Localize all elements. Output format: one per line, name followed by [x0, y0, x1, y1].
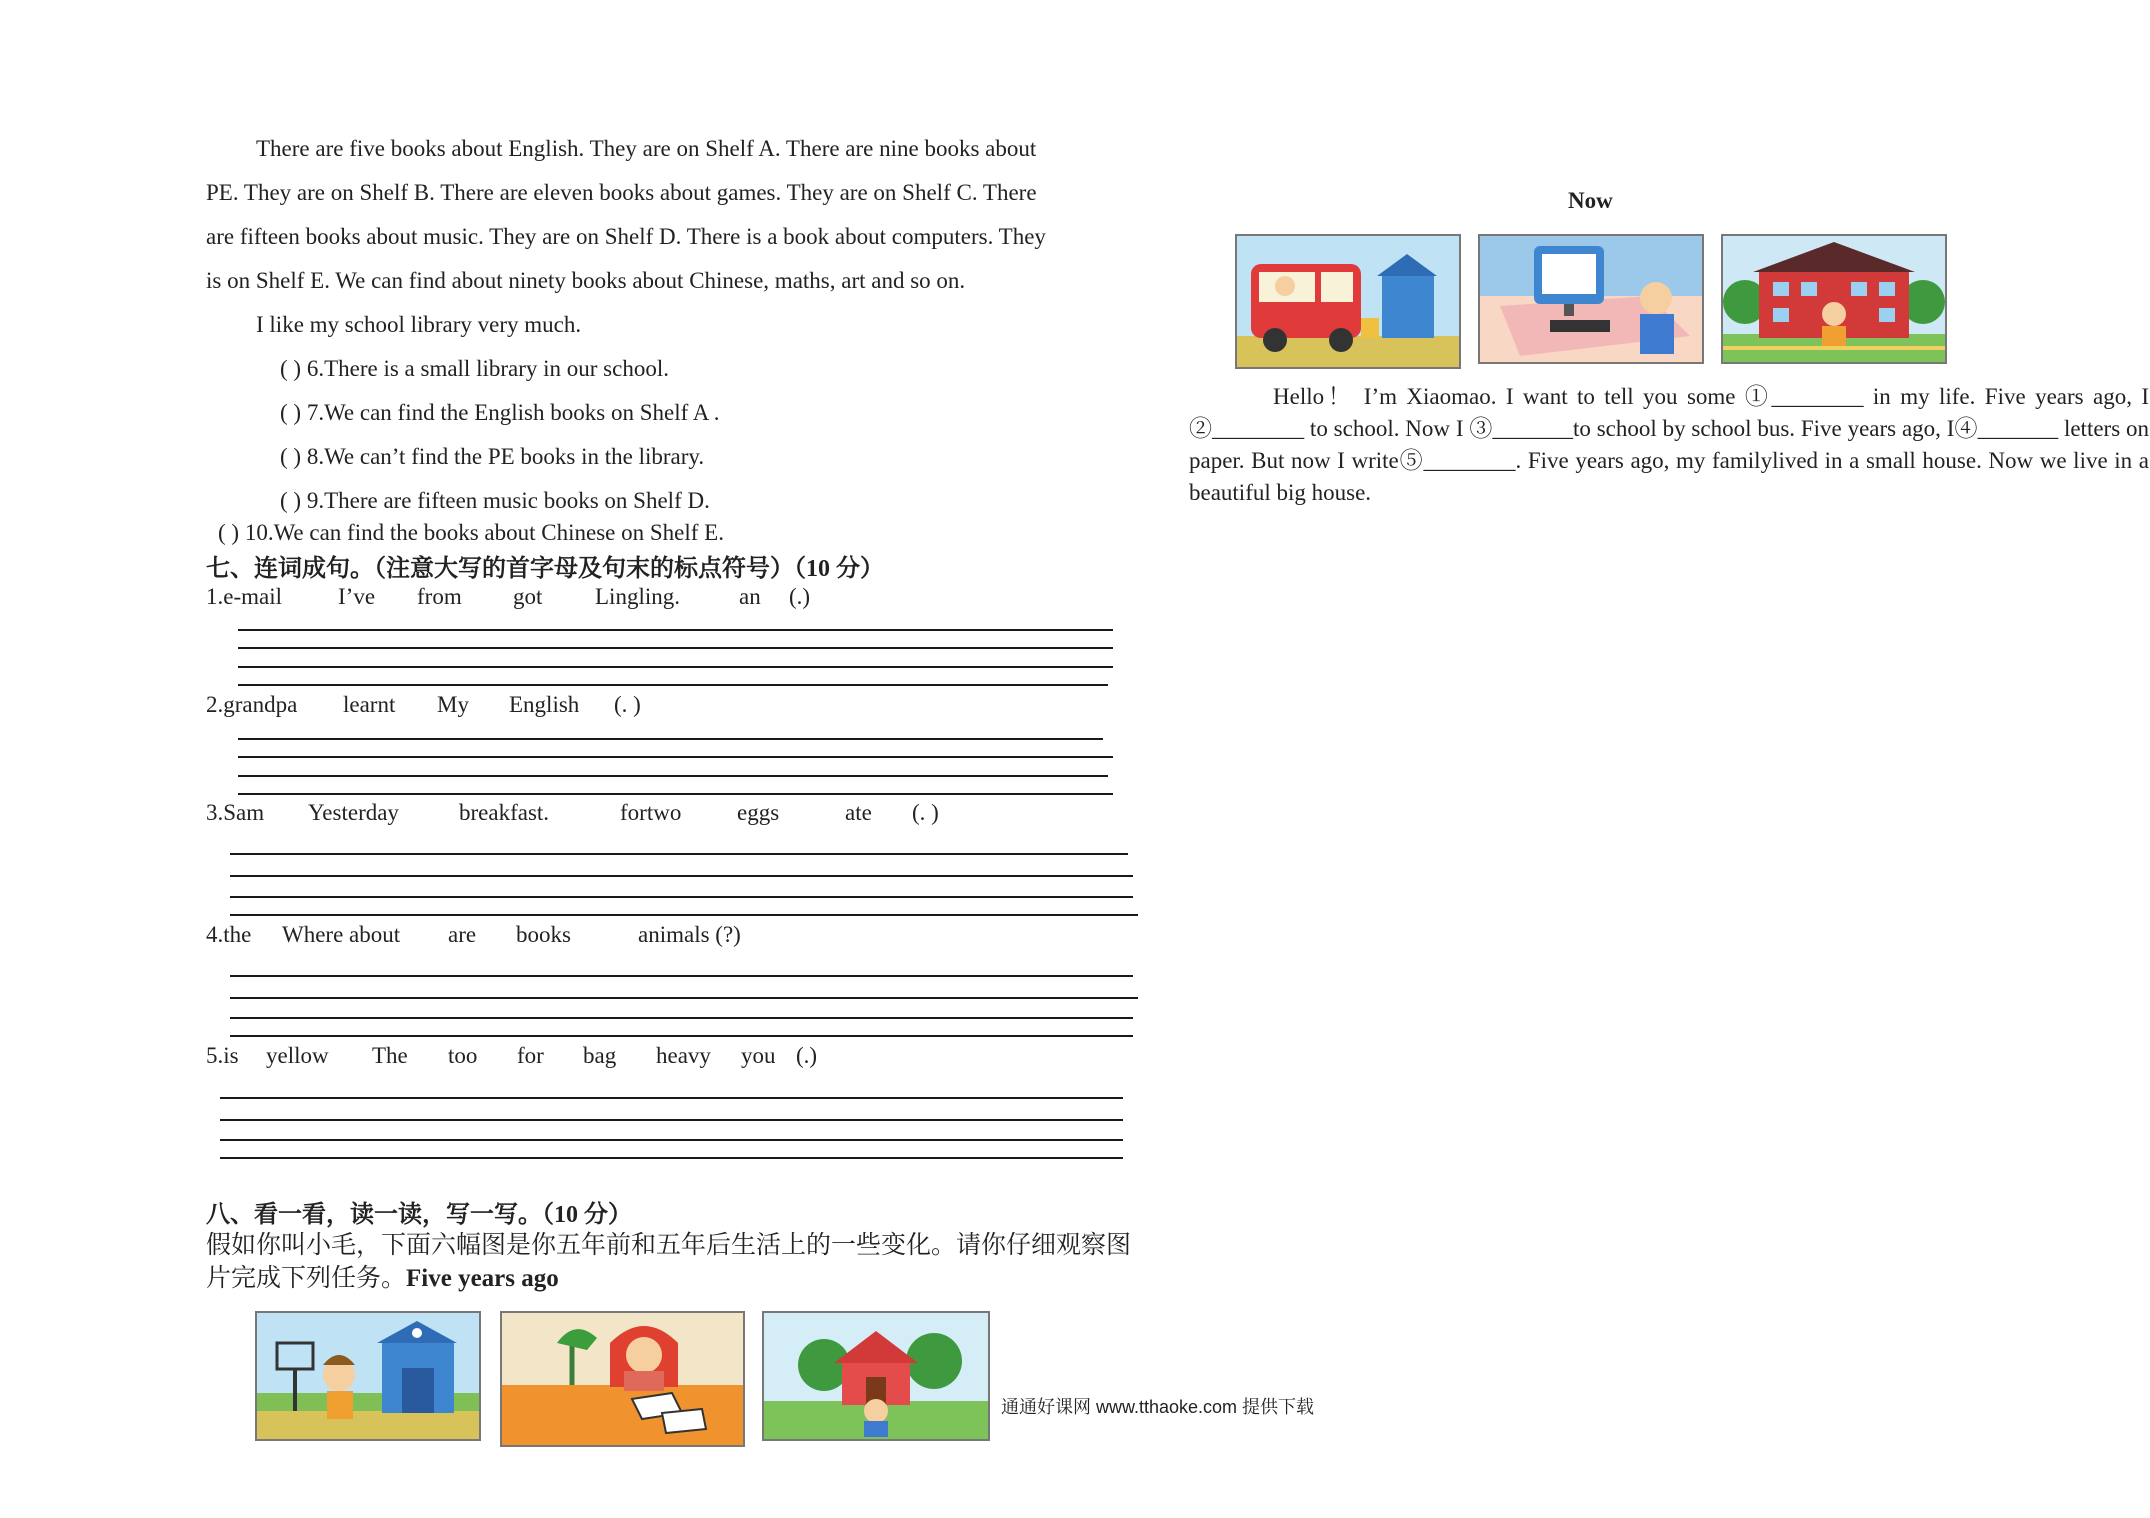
footer-credit: 通通好课网 www.tthaoke.com 提供下载: [1001, 1397, 1315, 1417]
section8-intro-1: 假如你叫小毛，下面六幅图是你五年前和五年后生活上的一些变化。请你仔细观察图: [206, 1232, 1132, 1259]
word: heavy: [656, 1043, 711, 1068]
answer-line[interactable]: [230, 853, 1128, 855]
reading-line-1: There are five books about English. They are on Shelf A. There are nine books about: [256, 136, 1037, 161]
question-10: ( ) 10.We can find the books about Chinese on Shelf E.: [218, 520, 724, 545]
word: Where about: [282, 922, 401, 947]
answer-line[interactable]: [238, 666, 1113, 668]
intro-text: 片完成下列任务。: [206, 1265, 407, 1292]
word: got: [513, 584, 543, 609]
word: English: [509, 692, 580, 717]
word: 4.the: [206, 922, 252, 947]
answer-line[interactable]: [238, 775, 1108, 777]
answer-line[interactable]: [238, 684, 1108, 686]
word: Lingling.: [595, 584, 680, 609]
word: 1.e-mail: [206, 584, 282, 609]
sentence-item-2: [206, 692, 641, 718]
reading-line-4: is on Shelf E. We can find about ninety books about Chinese, maths, art and so on.: [206, 268, 966, 293]
sentence-item-1: [206, 584, 810, 610]
question-7: ( ) 7.We can find the English books on Shelf A .: [280, 400, 720, 425]
now-label: Now: [1568, 188, 1613, 213]
word: Yesterday: [308, 800, 399, 825]
picture-computer: [1478, 234, 1704, 364]
answer-line[interactable]: [238, 793, 1113, 795]
answer-line[interactable]: [230, 1035, 1133, 1037]
word: (.): [789, 584, 811, 609]
word: I’ve: [338, 584, 376, 609]
picture-walk-to-school: [255, 1311, 481, 1441]
question-6: ( ) 6.There is a small library in our school.: [280, 356, 669, 381]
picture-writing-letter: [500, 1311, 745, 1447]
question-8: ( ) 8.We can’t find the PE books in the library.: [280, 444, 705, 469]
answer-line[interactable]: [230, 914, 1138, 916]
word: My: [437, 692, 469, 717]
answer-line[interactable]: [238, 647, 1113, 649]
word: 5.is: [206, 1043, 239, 1068]
word: eggs: [737, 800, 780, 825]
word: breakfast.: [459, 800, 550, 825]
word: (.): [796, 1043, 818, 1068]
five-years-ago-label: Five years ago: [406, 1265, 559, 1292]
sentence-item-4: [206, 922, 741, 948]
word: (. ): [912, 800, 939, 825]
answer-line[interactable]: [238, 738, 1103, 740]
reading-line-5: I like my school library very much.: [256, 312, 582, 337]
answer-line[interactable]: [220, 1119, 1123, 1121]
picture-big-house: [1721, 234, 1947, 364]
section7-title: 七、连词成句。（注意大写的首字母及句末的标点符号）（10 分）: [206, 556, 884, 582]
question-9: ( ) 9.There are fifteen music books on Shelf D.: [280, 488, 710, 513]
word: are: [448, 922, 477, 947]
word: books: [516, 922, 571, 947]
word: bag: [583, 1043, 617, 1068]
answer-line[interactable]: [230, 875, 1133, 877]
story-passage: Hello！ I’m Xiaomao. I want to tell you some ①________ in my life. Five years ago, I ②________ to school. Now I ③_______to school by school bus. Five years ago, I④_______ letters on paper. But now I write⑤________. Five years ago, my familylived in a small house. Now we live in a beautiful big house.: [1189, 384, 2149, 505]
answer-line[interactable]: [220, 1157, 1123, 1159]
word: an: [739, 584, 761, 609]
word: 3.Sam: [206, 800, 265, 825]
answer-line[interactable]: [220, 1139, 1123, 1141]
word: (. ): [614, 692, 641, 717]
answer-line[interactable]: [230, 1017, 1133, 1019]
answer-line[interactable]: [230, 997, 1138, 999]
answer-line[interactable]: [230, 975, 1133, 977]
answer-line[interactable]: [238, 756, 1113, 758]
reading-line-3: are fifteen books about music. They are on Shelf D. There is a book about computers. They: [206, 224, 1046, 249]
word: animals (?): [638, 922, 741, 947]
word: 2.grandpa: [206, 692, 298, 717]
word: for: [517, 1043, 544, 1068]
word: The: [372, 1043, 408, 1068]
section8-intro-2: [206, 1258, 559, 1294]
answer-line[interactable]: [230, 896, 1133, 898]
word: fortwo: [620, 800, 682, 825]
sentence-item-3: [206, 800, 939, 826]
word: from: [417, 584, 462, 609]
sentence-item-5: [206, 1043, 817, 1069]
word: yellow: [266, 1043, 329, 1068]
answer-line[interactable]: [220, 1097, 1123, 1099]
word: you: [741, 1043, 776, 1068]
word: too: [448, 1043, 478, 1068]
picture-small-house: [762, 1311, 990, 1441]
picture-school-bus: [1235, 234, 1461, 369]
reading-line-2: PE. They are on Shelf B. There are eleven books about games. They are on Shelf C. There: [206, 180, 1037, 205]
answer-line[interactable]: [238, 629, 1113, 631]
word: learnt: [343, 692, 396, 717]
section8-title: 八、看一看，读一读，写一写。（10 分）: [206, 1202, 632, 1228]
word: ate: [845, 800, 872, 825]
